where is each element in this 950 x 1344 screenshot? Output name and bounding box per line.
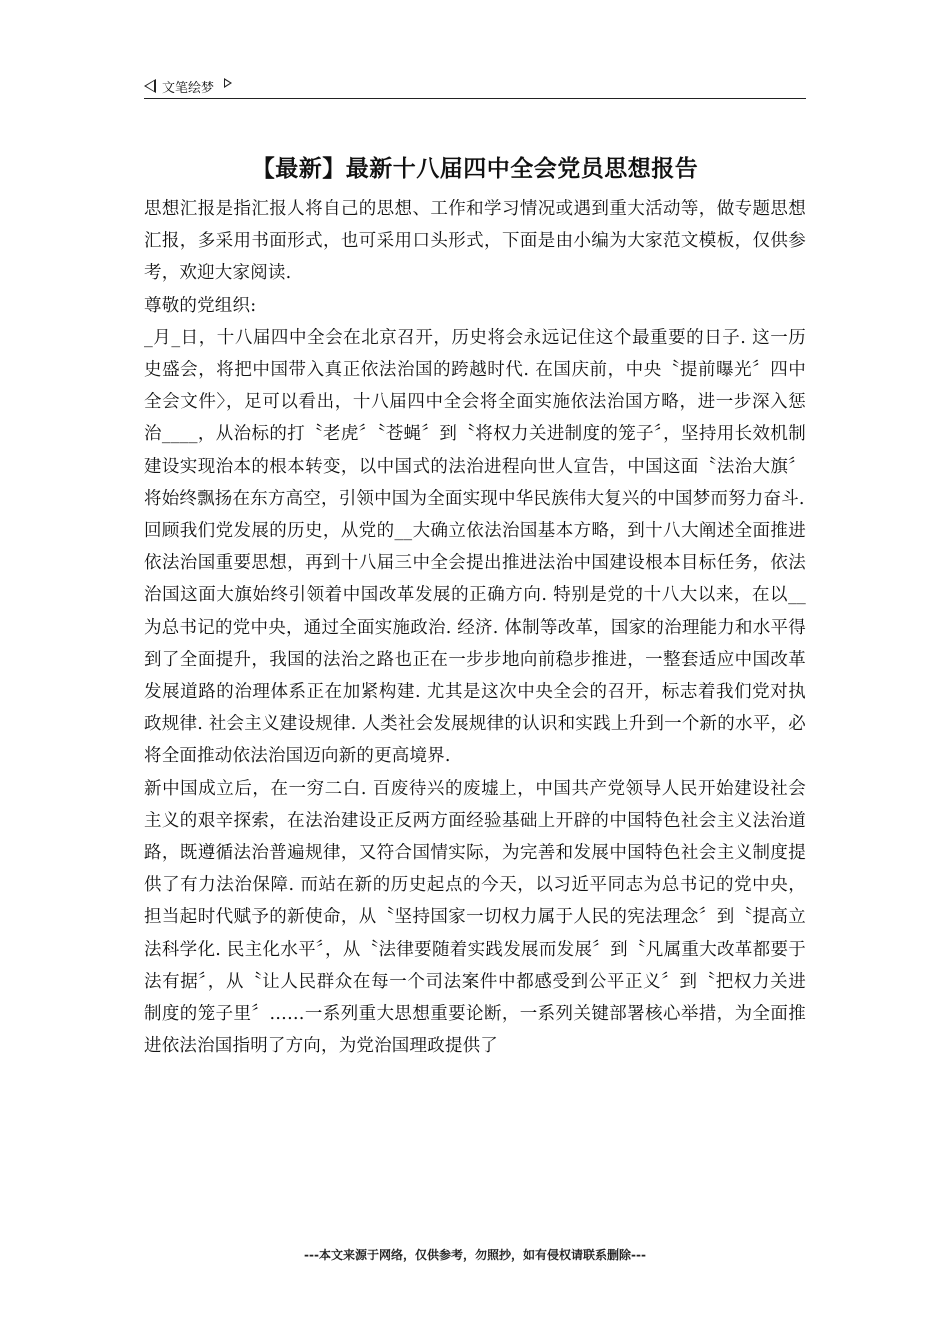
paragraph-salutation: 尊敬的党组织:: [144, 295, 257, 316]
paragraph-intro: 思想汇报是指汇报人将自己的思想、工作和学习情况或遇到重大活动等，做专题思想汇报，多采用书面形式，也可采用口头形式，下面是由小编为大家范文模板，仅供参考，欢迎大家阅读.: [144, 199, 806, 284]
footer-notice: ---本文来源于网络，仅供参考，勿照抄，如有侵权请联系删除---: [304, 1248, 646, 1262]
page-header: [144, 74, 806, 99]
paragraph-body-3: 新中国成立后，在一穷二白. 百废待兴的废墟上，中国共产党领导人民开始建设社会主义的艰辛探索，在法治建设正反两方面经验基础上开辟的中国特色社会主义法治道路，既遵循法治普遍规律，又符合国情实际，为完善和发展中国特色社会主义制度提供了有力法治保障. 而站在新的历史起点的今天，以习近平同志为总书记的党中央，担当起时代赋予的新使命，从〝坚持国家一切权力属于人民的宪法理念〞到〝提高立法科学化. 民主化水平〞，从〝法律要随着实践发展而发展〞到〝凡属重大改革都要于法有据〞，从〝让人民群众在每一个司法案件中都感受到公平正义〞到〝把权力关进制度的笼子里〞……一系列重大思想重要论断，一系列关键部署核心举措，为全面推进依法治国指明了方向，为党治国理政提供了: [144, 778, 806, 1057]
triangle-right-icon: [224, 78, 232, 88]
triangle-left-icon: [144, 79, 156, 93]
paragraph-body-2: 回顾我们党发展的历史，从党的__大确立依法治国基本方略，到十八大阐述全面推进依法治国重要思想，再到十八届三中全会提出推进法治中国建设根本目标任务，依法治国这面大旗始终引领着中国改革发展的正确方向. 特别是党的十八大以来，在以__为总书记的党中央，通过全面实施政治. 经济. 体制等改革，国家的治理能力和水平得到了全面提升，我国的法治之路也正在一步步地向前稳步推进，一整套适应中国改革发展道路的治理体系正在加紧构建. 尤其是这次中央全会的召开，标志着我们党对执政规律. 社会主义建设规律. 人类社会发展规律的认识和实践上升到一个新的水平，必将全面推动依法治国迈向新的更高境界.: [144, 521, 806, 767]
document-body: [144, 193, 806, 1062]
document-title: 【最新】最新十八届四中全会党员思想报告: [251, 156, 699, 182]
paragraph-body-1: _月_日，十八届四中全会在北京召开，历史将会永远记住这个最重要的日子. 这一历史盛会，将把中国带入真正依法治国的跨越时代. 在国庆前，中央〝提前曝光〞四中全会文件〉，足可以看出，十八届四中全会将全面实施依法治国方略，进一步深入惩治____，从治标的打〝老虎〞〝苍蝇〞到〝将权力关进制度的笼子〞，坚持用长效机制建设实现治本的根本转变，以中国式的法治进程向世人宣告，中国这面〝法治大旗〞将始终飘扬在东方高空，引领中国为全面实现中华民族伟大复兴的中国梦而努力奋斗.: [144, 327, 806, 509]
header-brand: 文笔绘梦: [162, 80, 215, 96]
